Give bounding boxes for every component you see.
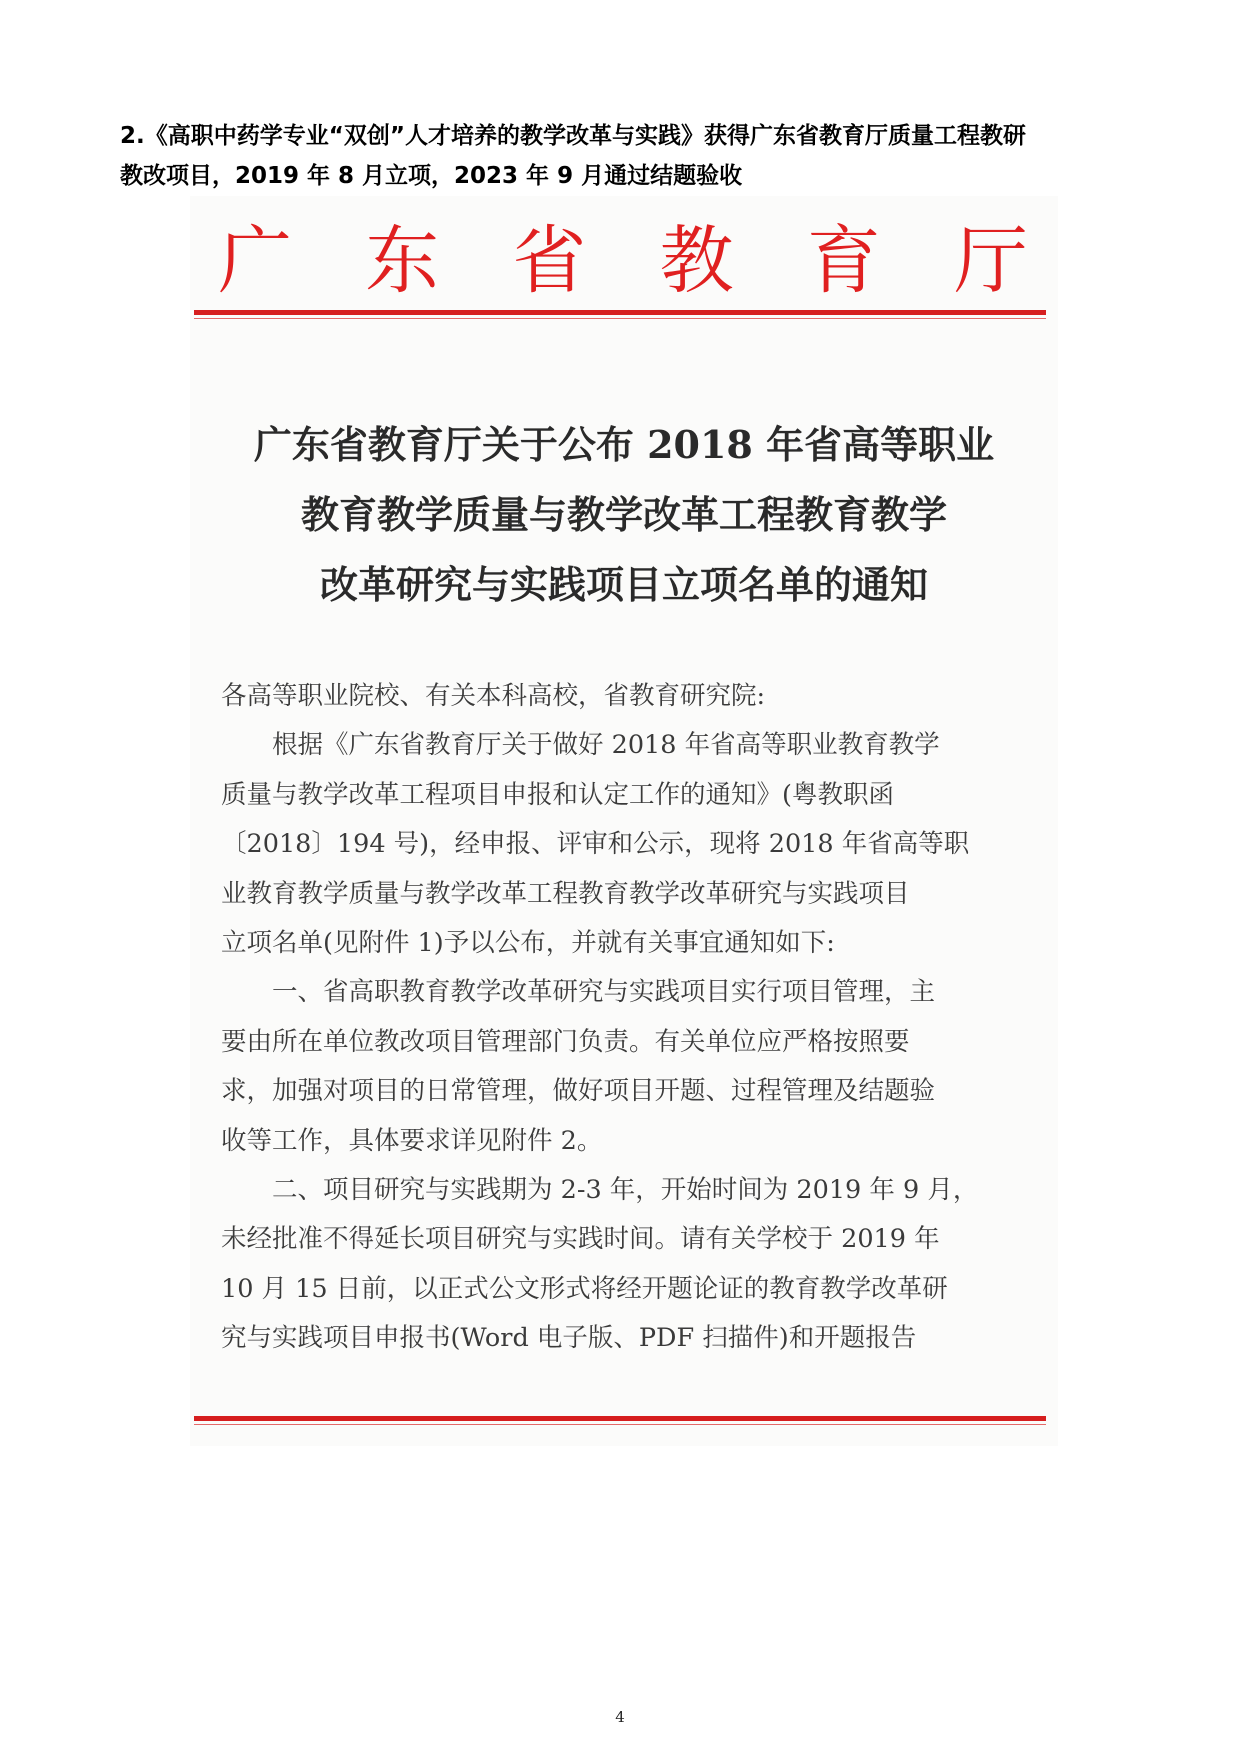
letterhead-char: 东 (365, 218, 440, 304)
title-line: 教育教学质量与教学改革工程教育教学 (300, 492, 947, 537)
body-line: 要由所在单位教改项目管理部门负责。有关单位应严格按照要 (221, 1026, 910, 1057)
letterhead-char: 教 (659, 218, 734, 304)
body-line: 一、省高职教育教学改革研究与实践项目实行项目管理，主 (272, 977, 936, 1008)
footer-red-rule (194, 1416, 1046, 1421)
body-line: 质量与教学改革工程项目申报和认定工作的通知》(粤教职函 (221, 779, 894, 810)
caption-line-2: 教改项目，2019 年 8 月立项，2023 年 9 月通过结题验收 (120, 163, 743, 189)
letterhead-char: 省 (512, 218, 587, 304)
body-line: 究与实践项目申报书(Word 电子版、PDF 扫描件)和开题报告 (221, 1323, 917, 1354)
title-line: 改革研究与实践项目立项名单的通知 (319, 562, 928, 607)
body-line: 业教育教学质量与教学改革工程教育教学改革研究与实践项目 (221, 878, 910, 909)
letterhead-char: 育 (806, 218, 881, 304)
body-line: 〔2018〕194 号)，经申报、评审和公示，现将 2018 年省高等职 (221, 829, 970, 860)
letterhead-red-rule (194, 310, 1046, 315)
notice-body (221, 672, 1021, 1364)
salutation: 各高等职业院校、有关本科高校，省教育研究院: (221, 681, 766, 711)
body-line: 未经批准不得延长项目研究与实践时间。请有关学校于 2019 年 (221, 1224, 940, 1255)
body-line: 求，加强对项目的日常管理，做好项目开题、过程管理及结题验 (221, 1076, 936, 1107)
figure-caption (120, 116, 1130, 196)
body-line: 收等工作，具体要求详见附件 2。 (221, 1125, 603, 1156)
letterhead-char: 广 (218, 218, 292, 304)
body-line: 立项名单(见附件 1)予以公布，并就有关事宜通知如下: (221, 928, 835, 959)
notice-title (190, 410, 1058, 620)
body-line: 10 月 15 日前，以正式公文形式将经开题论证的教育教学改革研 (221, 1273, 948, 1304)
letterhead-char: 厅 (953, 218, 1028, 304)
body-line: 根据《广东省教育厅关于做好 2018 年省高等职业教育教学 (272, 730, 940, 761)
letterhead (218, 216, 1028, 306)
scanned-document (190, 196, 1058, 1446)
caption-line-1: 2.《高职中药学专业“双创”人才培养的教学改革与实践》获得广东省教育厅质量工程教研 (120, 123, 1026, 149)
body-line: 二、项目研究与实践期为 2-3 年，开始时间为 2019 年 9 月， (272, 1175, 979, 1206)
title-line: 广东省教育厅关于公布 2018 年省高等职业 (253, 422, 995, 467)
page-number: 4 (615, 1708, 625, 1726)
